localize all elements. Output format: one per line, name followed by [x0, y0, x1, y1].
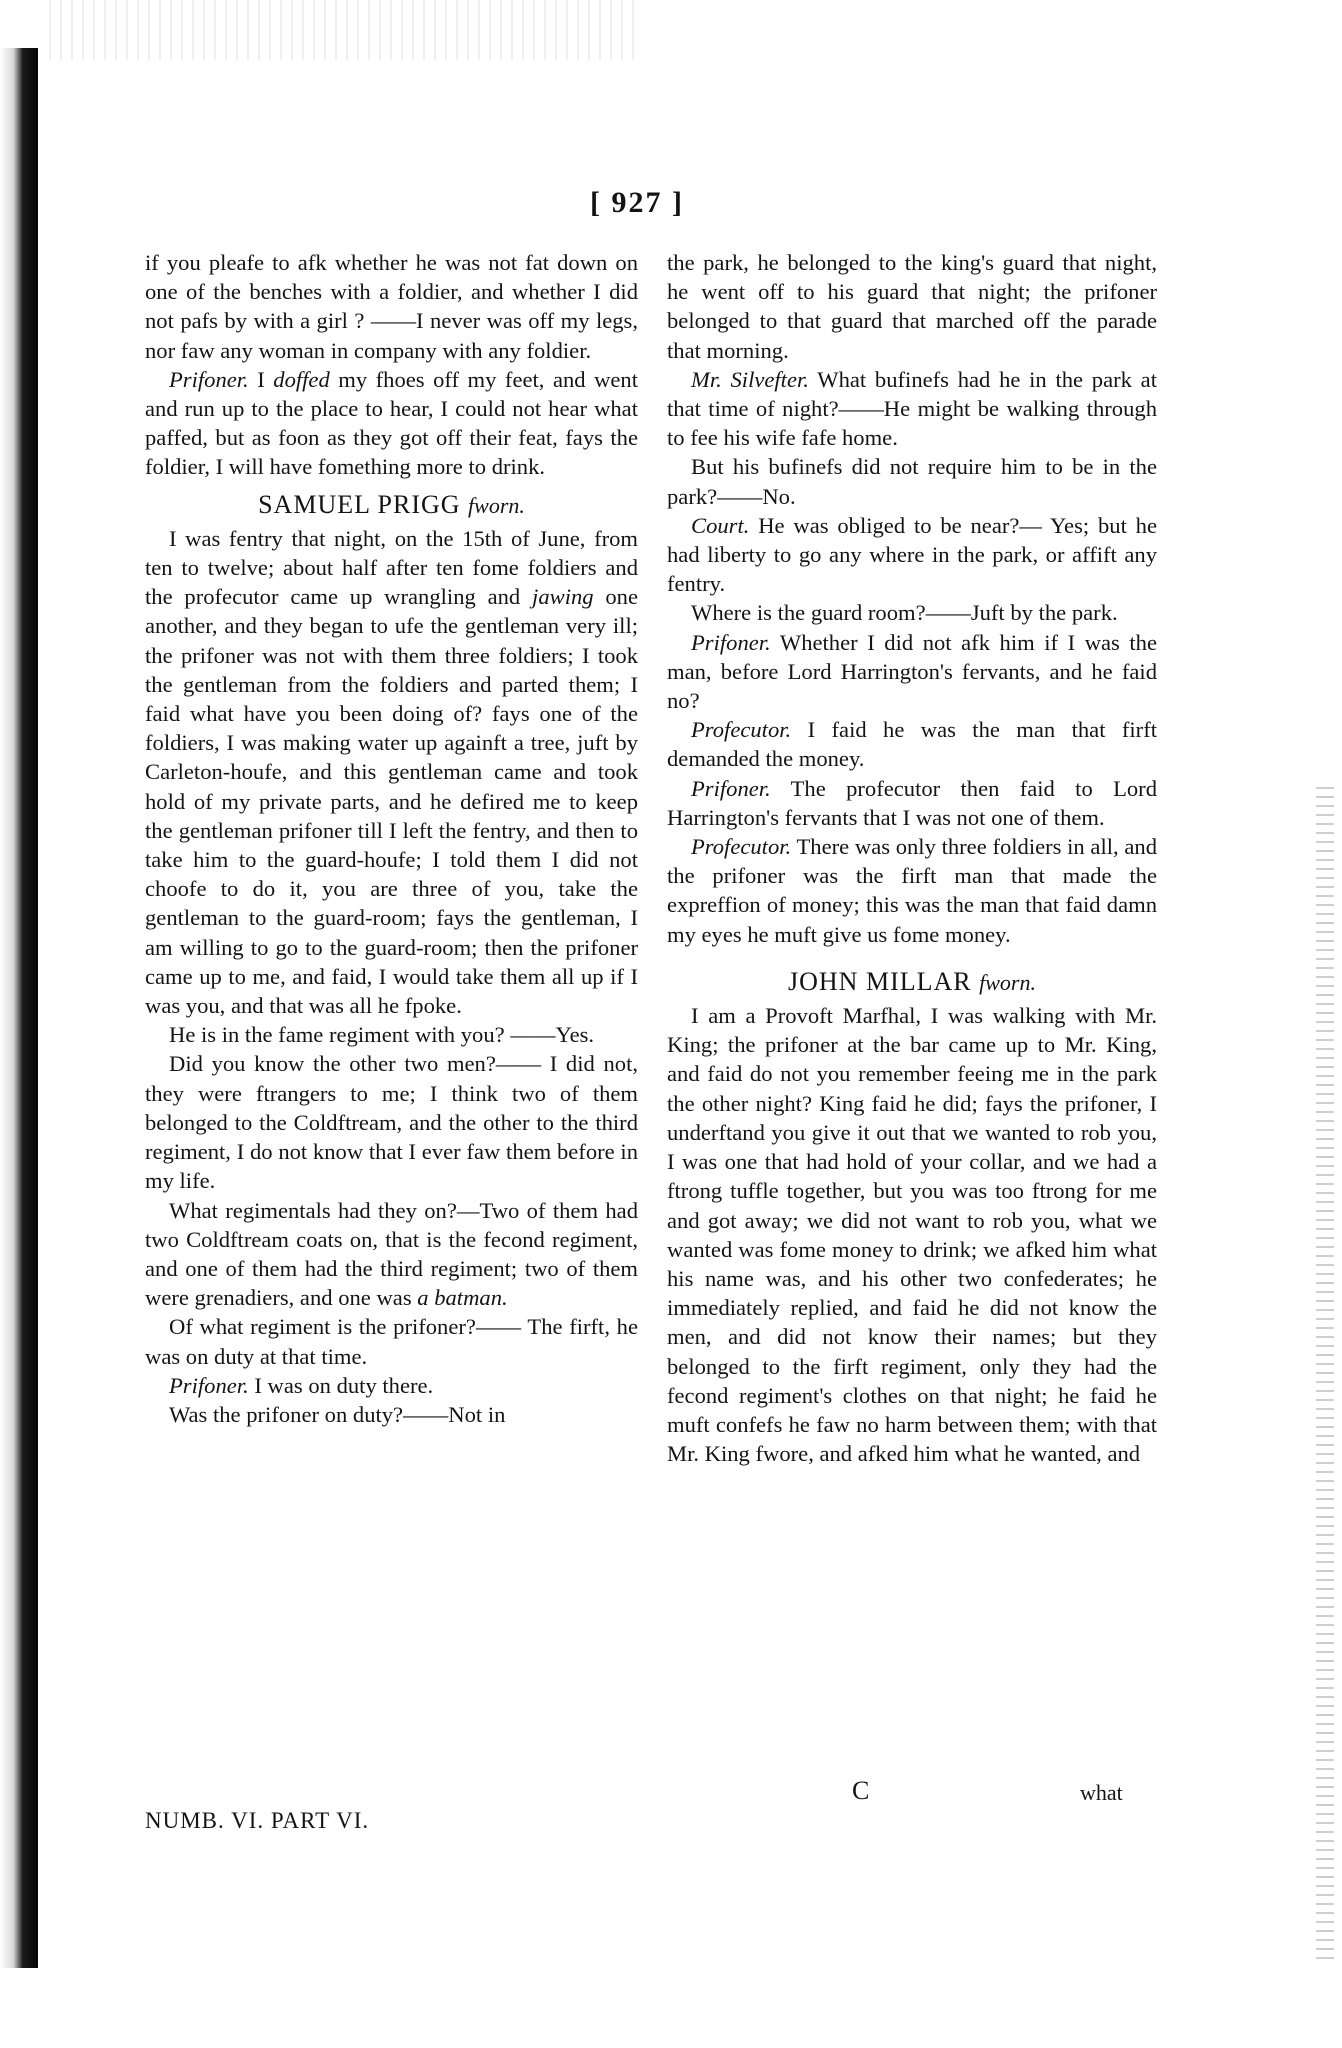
right-column: [667, 248, 1157, 1468]
paragraph: [667, 511, 1157, 599]
page-edge-marks: [1316, 780, 1334, 1960]
speaker-label: Prifoner.: [169, 1372, 249, 1398]
text-run: Whether I did not afk him if I was the man, before Lord Harrington's fervants, and he faid no?: [667, 629, 1157, 714]
paragraph: I am a Provoft Marfhal, I was walking with Mr. King; the prifoner at the bar came up to Mr. King, and faid do not you remember feeing me in the park the other night? King faid he did; fays the prifoner, I underftand you give it out that we wanted to rob you, I was one that had hold of your collar, and we had a ftrong tuffle together, but you was too ftrong for me and got away; we did not want to rob you, what we wanted was fome money to drink; we afked him what his name was, and his other two confederates; he immediately replied, and faid he did not know the men, and did not know their names; but they belonged to the firft regiment, only they had the fecond regiment's clothes on that night; he faid he muft confefs he faw no harm between them; with that Mr. King fwore, and afked him what he wanted, and: [667, 1003, 1157, 1467]
witness-name: JOHN MILLAR: [788, 966, 980, 996]
paragraph: He is in the fame regiment with you? ——Yes.: [169, 1022, 595, 1048]
paragraph: Of what regiment is the prifoner?—— The firft, he was on duty at that time.: [145, 1314, 638, 1369]
text-run: I: [248, 366, 274, 392]
text-run: The profecutor then faid to Lord Harrington's fervants that I was not one of them.: [667, 775, 1157, 830]
text-run: one another, and they began to ufe the gentleman very ill; the prifoner was not with them three foldiers; I took the gentleman from the foldiers and parted them; I faid what have you been doing of? fays one of the foldiers, I was making water up againft a tree, juft by Carleton-houfe, and this gentleman came and took hold of my private parts, and he defired me to keep the gentleman prifoner till I left the fentry, and then to take him to the guard-houfe; I told them I did not choofe to do it, you are three of you, take the gentleman to the guard-room; fays the gentleman, I am willing to go to the guard-room; then the prifoner came up to me, and faid, I would take them all up if I was you, and that was all he fpoke.: [145, 584, 638, 1019]
witness-heading: [667, 967, 1157, 997]
italic-word: doffed: [273, 366, 330, 392]
text-run: I faid he was the man that firft demanded the money.: [667, 717, 1157, 772]
text-run: I was fentry that night, on the 15th of June, from ten to twelve; about half after ten fome foldiers and the profecutor came up wrangling and: [145, 525, 638, 610]
italic-word: a batman.: [417, 1285, 508, 1311]
catchword: what: [1080, 1780, 1123, 1805]
paragraph: if you pleafe to afk whether he was not fat down on one of the benches with a foldier, and whether I did not pafs by with a girl ? ——I never was off my legs, nor faw any woman in company with any foldier.: [145, 250, 638, 363]
text-run: What regimentals had they on?—Two of them had two Coldftream coats on, that is the fecond regiment, and one of them had the third regiment; two of them were grenadiers, and one was: [145, 1197, 638, 1311]
witness-name: SAMUEL PRIGG: [258, 489, 469, 519]
scan-noise: [40, 0, 640, 60]
paragraph: [145, 1371, 638, 1400]
paragraph: [667, 628, 1157, 716]
speaker-label: Prifoner.: [691, 775, 771, 801]
speaker-label: Court.: [691, 512, 750, 538]
signature-mark: C: [852, 1776, 870, 1805]
paragraph: [145, 365, 638, 482]
paragraph: Was the prifoner on duty?——Not in: [169, 1401, 506, 1427]
speaker-label: Profecutor.: [691, 834, 792, 860]
speaker-label: Prifoner.: [691, 629, 771, 655]
sworn-label: fworn.: [468, 492, 525, 518]
part-label: NUMB. VI. PART VI.: [145, 1808, 370, 1833]
sworn-label: fworn.: [979, 969, 1036, 995]
text-run: There was only three foldiers in all, and the prifoner was the firft man that made the expreffion of money; this was the man that faid damn my eyes he muft give us fome money.: [667, 834, 1157, 947]
book-spine-shadow: [0, 48, 38, 1968]
paragraph: Where is the guard room?——Juft by the park.: [691, 600, 1118, 626]
italic-word: jawing: [532, 584, 594, 610]
left-column: [145, 248, 638, 1429]
speaker-label: Prifoner.: [169, 366, 249, 392]
paragraph: [667, 832, 1157, 949]
paragraph: But his bufinefs did not require him to be in the park?——No.: [667, 454, 1157, 509]
text-run: I was on duty there.: [248, 1372, 434, 1398]
paragraph: Did you know the other two men?—— I did not, they were ftrangers to me; I think two of them belonged to the Coldftream, and the other to the third regiment, I do not know that I ever faw them before in my life.: [145, 1051, 638, 1194]
text-run: He was obliged to be near?— Yes; but he had liberty to go any where in the park, or affift any fentry.: [667, 512, 1157, 597]
text-run: my fhoes off my feet, and went and run up to the place to hear, I could not hear what paffed, but as foon as they got off their feat, fays the foldier, I will have fomething more to drink.: [145, 366, 638, 480]
paragraph: [667, 715, 1157, 773]
paragraph: [667, 365, 1157, 453]
speaker-label: Profecutor.: [691, 717, 792, 743]
witness-heading: [145, 490, 638, 520]
speaker-label: Mr. Silvefter.: [691, 366, 809, 392]
page-number: [ 927 ]: [590, 186, 684, 219]
paragraph: [667, 774, 1157, 832]
paragraph: [145, 524, 638, 1020]
paragraph: the park, he belonged to the king's guard that night, he went off to his guard that night; the prifoner belonged to that guard that marched off the parade that morning.: [667, 250, 1157, 363]
paragraph: [145, 1196, 638, 1313]
text-run: What bufinefs had he in the park at that time of night?——He might be walking through to fee his wife fafe home.: [667, 366, 1157, 451]
